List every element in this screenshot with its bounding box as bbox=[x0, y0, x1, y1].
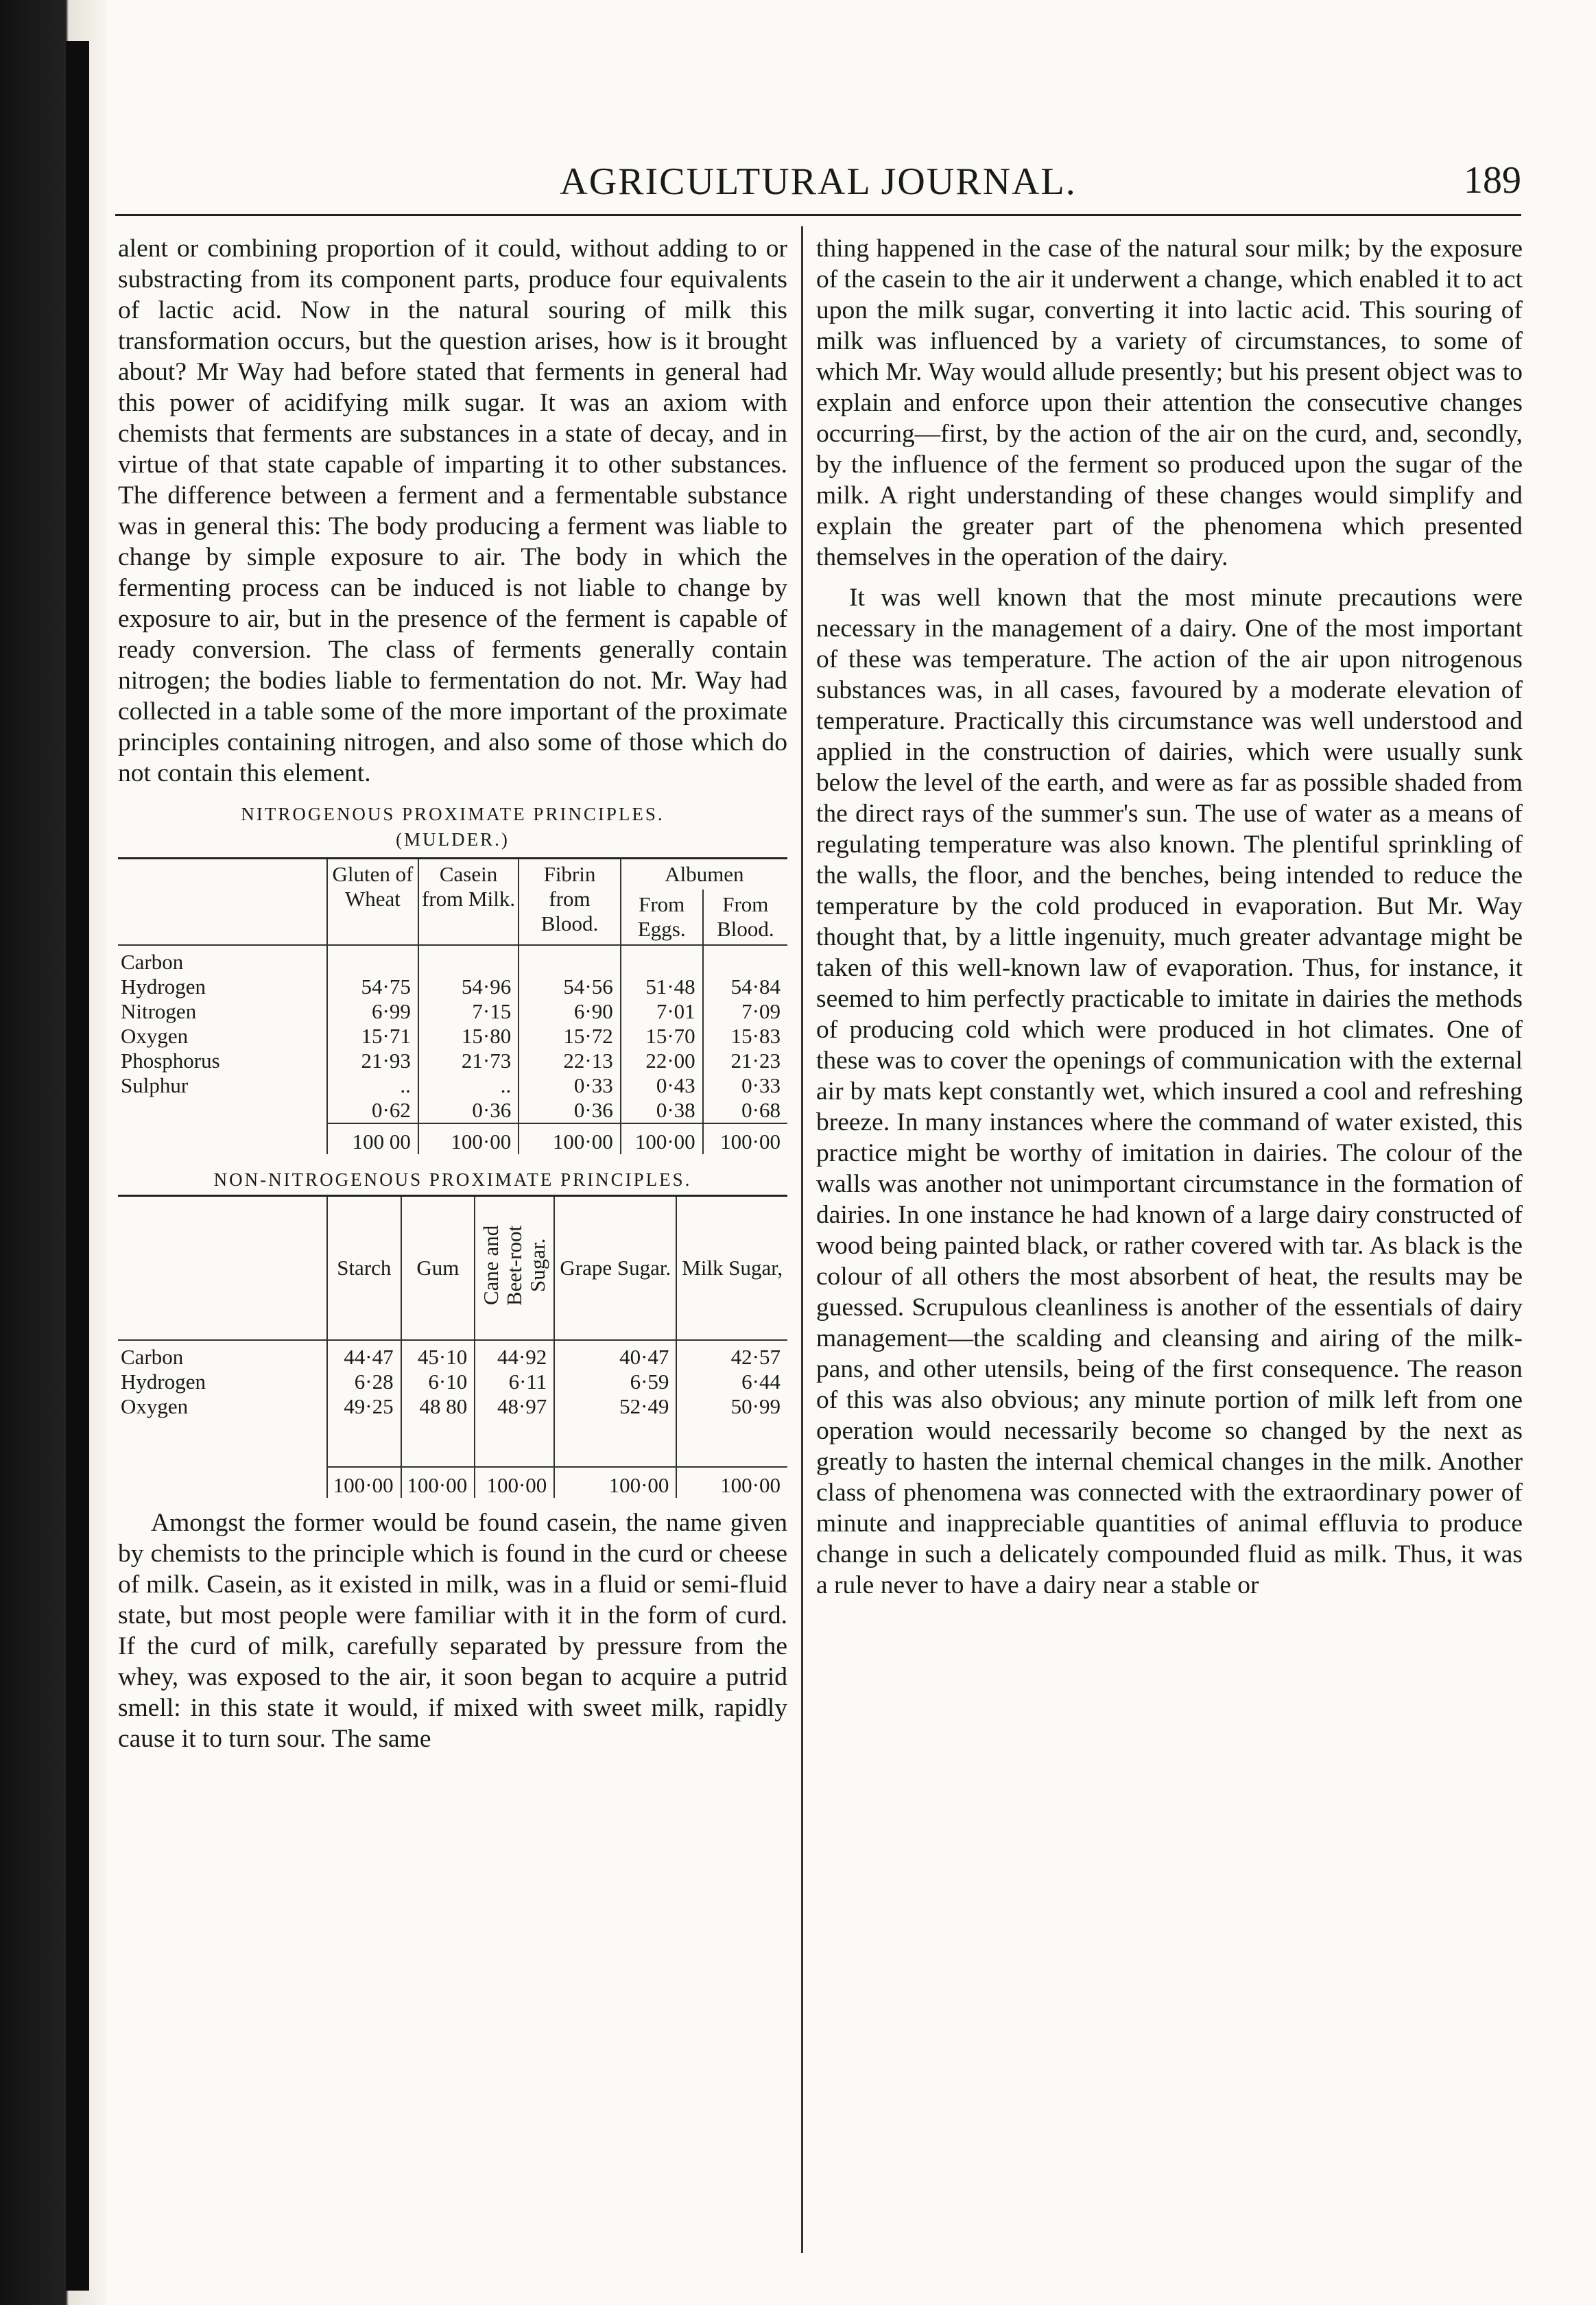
left-column bbox=[118, 233, 787, 1764]
table-header-blank bbox=[118, 1196, 327, 1341]
right-column bbox=[816, 233, 1523, 1610]
journal-title: AGRICULTURAL JOURNAL. bbox=[560, 160, 1077, 203]
table-row: Hydrogen 6·28 6·10 6·11 6·59 6·44 bbox=[118, 1370, 787, 1394]
table-total-row: 100 00 100·00 100·00 100·00 100·00 bbox=[118, 1123, 787, 1154]
page-gutter-shadow bbox=[0, 0, 106, 2305]
table-row: Hydrogen 54·75 54·96 54·56 51·48 54·84 bbox=[118, 975, 787, 999]
col-header: From Blood. bbox=[703, 889, 787, 945]
col-header-rotated: Cane and Beet-root Sugar. bbox=[479, 1225, 550, 1306]
col-header: Milk Sugar, bbox=[676, 1196, 787, 1341]
table-row: 0·62 0·36 0·36 0·38 0·68 bbox=[118, 1098, 787, 1123]
group-header-albumen: Albumen bbox=[621, 859, 787, 890]
col-header: Casein from Milk. bbox=[418, 859, 519, 946]
column-divider bbox=[801, 226, 803, 2253]
running-header bbox=[115, 154, 1521, 209]
header-rule bbox=[115, 214, 1521, 216]
table-2-heading: NON-NITROGENOUS PROXIMATE PRINCIPLES. bbox=[213, 1169, 692, 1190]
table-row: Carbon bbox=[118, 945, 787, 975]
table-row: Oxygen 15·71 15·80 15·72 15·70 15·83 bbox=[118, 1024, 787, 1049]
col-header: Starch bbox=[327, 1196, 401, 1341]
col-header: Gum bbox=[401, 1196, 475, 1341]
table-1-subheading: (MULDER.) bbox=[396, 829, 510, 850]
table-row: Carbon 44·47 45·10 44·92 40·47 42·57 bbox=[118, 1340, 787, 1370]
table-1-heading: NITROGENOUS PROXIMATE PRINCIPLES. bbox=[241, 804, 665, 824]
right-paragraph-1: thing happened in the case of the natural sour milk; by the exposure of the casein to the air it underwent a change, which enabled it to act upon the milk sugar, converting it into lactic acid. This souring of milk was influenced by a variety of circumstances, to some of which Mr. Way would allude presently; but his present object was to explain and enforce upon their attention the consecutive changes occurring—first, by the action of the air on the curd, and, secondly, by the influence of the ferment so produced upon the sugar of the milk. A right understanding of these changes would simplify and explain the greater part of the phenomena which presented themselves in the operation of the dairy. bbox=[816, 235, 1523, 571]
binding-edge bbox=[66, 41, 89, 2291]
table-total-row: 100·00 100·00 100·00 100·00 100·00 bbox=[118, 1467, 787, 1498]
table-header-blank bbox=[118, 859, 327, 946]
left-paragraph-2: Amongst the former would be found casein, the name given by chemists to the principle which is found in the curd or cheese of milk. Casein, as it existed in milk, was in a fluid or semi-fluid state, but most people were familiar with it in the form of curd. If the curd of milk, carefully separated by pressure from the whey, was exposed to the air, it soon began to acquire a putrid smell: in this state it would, if mixed with sweet milk, rapidly cause it to turn sour. The same bbox=[118, 1509, 787, 1753]
col-header: Fibrin from Blood. bbox=[519, 859, 621, 946]
table-spacer-row bbox=[118, 1419, 787, 1467]
nitrogenous-table bbox=[118, 857, 787, 1154]
col-header: Grape Sugar. bbox=[554, 1196, 676, 1341]
col-header: Gluten of Wheat bbox=[327, 859, 418, 946]
non-nitrogenous-table bbox=[118, 1195, 787, 1498]
table-row: Sulphur .. .. 0·33 0·43 0·33 bbox=[118, 1073, 787, 1098]
left-paragraph-1: alent or combining proportion of it could, without adding to or substracting from its component parts, produce four equivalents of lactic acid. Now in the natural souring of milk this transformation occurs, but the question arises, how is it brought about? Mr Way had before stated that ferments in general had this power of acidifying milk sugar. It was an axiom with chemists that ferments are substances in a state of decay, and in virtue of that state capable of imparting it to other substances. The difference between a ferment and a fermentable substance was in general this: The body producing a ferment was liable to change by simple exposure to air. The body in which the fermenting process can be induced is not liable to change by exposure to air, but in the presence of the ferment is capable of ready conversion. The class of ferments generally contain nitrogen; the bodies liable to fermentation do not. Mr. Way had collected in a table some of the more important of the proximate principles containing nitrogen, and also some of those which do not contain this element. bbox=[118, 235, 787, 787]
page-number: 189 bbox=[1464, 159, 1521, 202]
table-row: Oxygen 49·25 48 80 48·97 52·49 50·99 bbox=[118, 1394, 787, 1419]
col-header: From Eggs. bbox=[621, 889, 703, 945]
table-row: Nitrogen 6·99 7·15 6·90 7·01 7·09 bbox=[118, 999, 787, 1024]
col-header bbox=[475, 1196, 554, 1341]
table-row: Phosphorus 21·93 21·73 22·13 22·00 21·23 bbox=[118, 1049, 787, 1073]
right-paragraph-2: It was well known that the most minute precautions were necessary in the management of a dairy. One of the most important of these was temperature. The action of the air upon nitrogenous substances was, in all cases, favoured by a moderate elevation of temperature. Practically this circumstance was well understood and applied in the construction of dairies, which were usually sunk below the level of the earth, and were as far as possible shaded from the direct rays of the summer's sun. The use of water as a means of regulating temperature was also known. The plentiful sprinkling of the walls, the floor, and the benches, being intended to reduce the temperature by the cold produced in evaporation. But Mr. Way thought that, by a little ingenuity, much greater advantage might be taken of this well-known law of evaporation. Thus, for instance, it seemed to him perfectly practicable to imitate in dairies the methods of producing cold which were produced in hot climates. One of these was to cover the openings of communication with the external air by mats kept constantly wet, which insured a cool and refreshing breeze. In many instances where the command of water existed, this practice might be worthy of imitation in dairies. The colour of the walls was another not unimportant circumstance in the formation of dairies. In one instance he had known of a large dairy constructed of wood being painted black, or rather covered with tar. As black is the colour of all others the most absorbent of heat, the results may be guessed. Scrupulous cleanliness is another of the essentials of dairy management—the scalding and cleansing and airing of the milk-pans, and other utensils, being of the first consequence. The reason of this was also obvious; any minute portion of milk left from one operation would necessarily become so changed by the next as greatly to hasten the internal chemical changes in the milk. Another class of phenomena was connected with the extraordinary power of minute and inappreciable quantities of animal effluvia to produce change in such a delicately compounded fluid as milk. Thus, it was a rule never to have a dairy near a stable or bbox=[816, 584, 1523, 1599]
